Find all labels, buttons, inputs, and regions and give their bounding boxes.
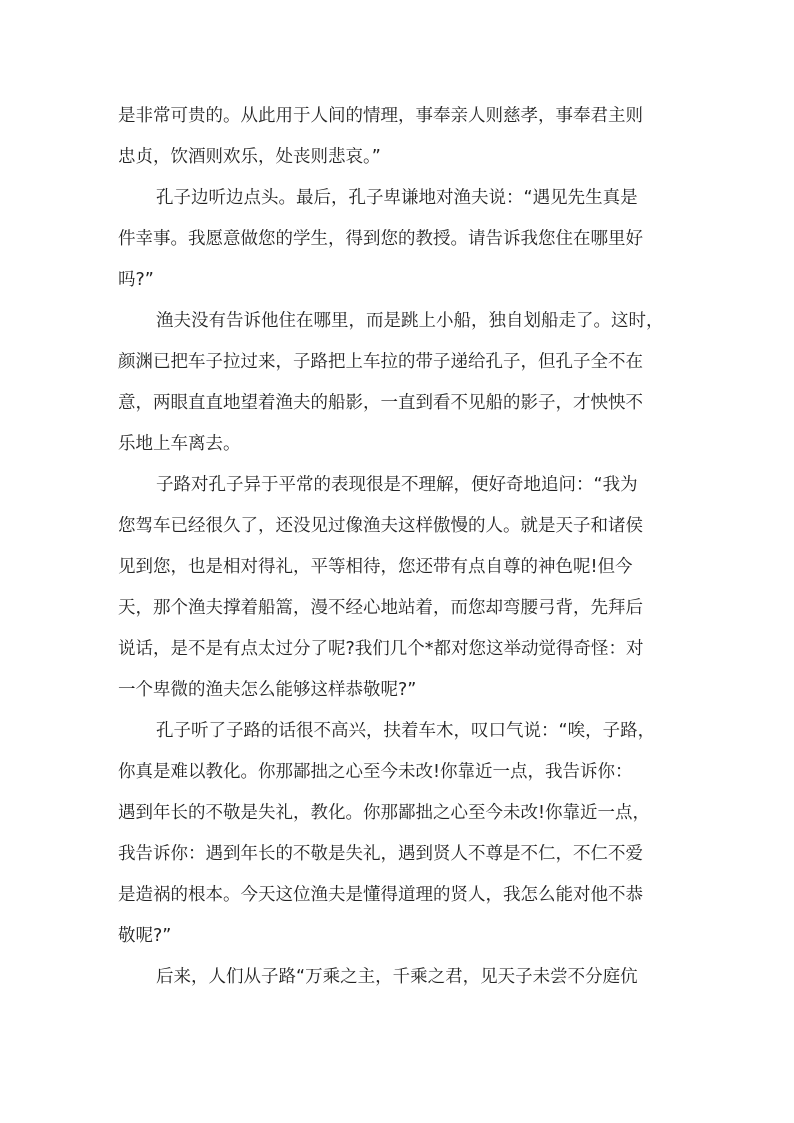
text-line-14: 说话，是不是有点太过分了呢?我们几个*都对您这举动觉得奇怪：对 xyxy=(118,639,644,659)
text-line-7: 颜渊已把车子拉过来，子路把上车拉的带子递给孔子，但孔子全不在 xyxy=(118,352,643,372)
text-line-21: 敬呢?” xyxy=(118,926,172,946)
text-line-15: 一个卑微的渔夫怎么能够这样恭敬呢?” xyxy=(118,680,417,700)
text-line-12: 见到您，也是相对得礼，平等相待，您还带有点自尊的神色呢!但今 xyxy=(118,557,633,577)
document-body xyxy=(118,101,678,1003)
text-line-1: 是非常可贵的。从此用于人间的情理，事奉亲人则慈孝，事奉君主则 xyxy=(118,106,643,126)
text-line-17: 你真是难以教化。你那鄙拙之心至今未改!你靠近一点，我告诉你： xyxy=(118,762,633,782)
text-line-20: 是造祸的根本。今天这位渔夫是懂得道理的贤人，我怎么能对他不恭 xyxy=(118,885,643,905)
text-line-2: 忠贞，饮酒则欢乐，处丧则悲哀。” xyxy=(118,147,381,167)
paragraph-start-line-10: 子路对孔子异于平常的表现很是不理解，便好奇地追问：“我为 xyxy=(156,475,638,495)
text-line-5: 吗?” xyxy=(118,270,154,290)
paragraph-start-line-16: 孔子听了子路的话很不高兴，扶着车木，叹口气说：“唉，子路， xyxy=(156,721,656,741)
text-line-8: 意，两眼直直地望着渔夫的船影，一直到看不见船的影子，才怏怏不 xyxy=(118,393,643,413)
text-line-11: 您驾车已经很久了，还没见过像渔夫这样傲慢的人。就是天子和诸侯 xyxy=(118,516,643,536)
paragraph-start-line-22: 后来，人们从子路“万乘之主，千乘之君，见天子未尝不分庭伉 xyxy=(156,967,638,987)
text-line-9: 乐地上车离去。 xyxy=(118,434,241,454)
text-line-18: 遇到年长的不敬是失礼，教化。你那鄙拙之心至今未改!你靠近一点， xyxy=(118,803,651,823)
paragraph-start-line-6: 渔夫没有告诉他住在哪里，而是跳上小船，独自划船走了。这时， xyxy=(156,311,664,331)
text-line-4: 件幸事。我愿意做您的学生，得到您的教授。请告诉我您住在哪里好 xyxy=(118,229,643,249)
paragraph-start-line-3: 孔子边听边点头。最后，孔子卑谦地对渔夫说：“遇见先生真是 xyxy=(156,188,638,208)
text-line-19: 我告诉你：遇到年长的不敬是失礼，遇到贤人不尊是不仁，不仁不爱 xyxy=(118,844,643,864)
text-line-13: 天，那个渔夫撑着船篙，漫不经心地站着，而您却弯腰弓背，先拜后 xyxy=(118,598,643,618)
